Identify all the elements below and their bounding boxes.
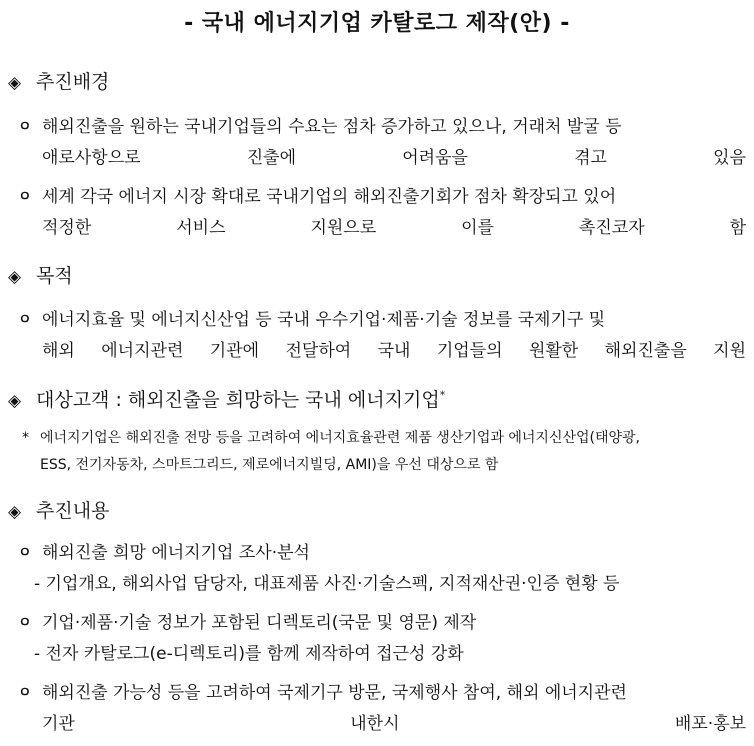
diamond-bullet-icon: ◈ — [8, 73, 22, 93]
bullet-line — [42, 678, 746, 709]
bullet-text: 세계 각국 에너지 시장 확대로 국내기업의 해외진출기회가 점차 확장되고 있어 — [42, 187, 617, 207]
section-heading-content — [8, 497, 109, 526]
section-heading-text: 대상고객 : 해외진출을 희망하는 국내 에너지기업 — [36, 389, 440, 411]
bullet-line: 기관 내한시 배포·홍보 — [42, 714, 746, 734]
circle-bullet-icon: ㅇ — [18, 189, 32, 205]
circle-bullet-icon: ㅇ — [18, 119, 32, 135]
bullet-line: 애로사항으로 진출에 어려움을 겪고 있음 — [42, 148, 746, 168]
diamond-bullet-icon: ◈ — [8, 391, 22, 411]
section-heading-target — [8, 386, 445, 415]
diamond-bullet-icon: ◈ — [8, 502, 22, 522]
document-title: - 국내 에너지기업 카탈로그 제작(안) - — [184, 11, 570, 36]
bullet-line: 해외 에너지관련 기관에 전달하여 국내 기업들의 원활한 해외진출을 지원 — [42, 341, 746, 361]
footnote-line: ESS, 전기자동차, 스마트그리드, 제로에너지빌딩, AMI)을 우선 대상으로 함 — [40, 457, 499, 473]
bullet-item — [18, 678, 746, 740]
section-heading-text: 추진배경 — [36, 71, 110, 93]
bullet-item — [18, 305, 746, 367]
footnote — [22, 425, 744, 479]
sub-item: - 전자 카탈로그(e-디렉토리)를 함께 제작하여 접근성 강화 — [34, 644, 464, 664]
section-heading-purpose — [8, 262, 73, 291]
diamond-bullet-icon: ◈ — [8, 267, 22, 287]
footnote-line: 에너지기업은 해외진출 전망 등을 고려하여 에너지효율관련 제품 생산기업과 에너지신산업(태양광, — [40, 430, 640, 446]
bullet-line — [42, 182, 746, 213]
section-heading-text: 추진내용 — [36, 500, 110, 522]
bullet-item — [18, 182, 746, 244]
circle-bullet-icon: ㅇ — [18, 685, 32, 701]
section-heading-text: 목적 — [36, 265, 73, 287]
circle-bullet-icon: ㅇ — [18, 312, 32, 328]
bullet-item — [18, 608, 746, 639]
footnote-marker: * — [439, 388, 446, 402]
bullet-line — [42, 305, 746, 336]
section-heading-background — [8, 68, 109, 97]
circle-bullet-icon: ㅇ — [18, 615, 32, 631]
bullet-item — [18, 538, 746, 569]
bullet-text: 에너지효율 및 에너지신산업 등 국내 우수기업·제품·기술 정보를 국제기구 및 — [42, 310, 606, 330]
bullet-line: 적정한 서비스 지원으로 이를 촉진코자 함 — [42, 218, 746, 238]
footnote-star: * — [22, 430, 29, 446]
bullet-line: 기업·제품·기술 정보가 포함된 디렉토리(국문 및 영문) 제작 — [42, 613, 477, 633]
bullet-text: 해외진출 가능성 등을 고려하여 국제기구 방문, 국제행사 참여, 해외 에너지관련 — [42, 683, 627, 703]
circle-bullet-icon: ㅇ — [18, 545, 32, 561]
bullet-item — [18, 112, 746, 174]
bullet-line — [42, 112, 746, 143]
bullet-line: 해외진출 희망 에너지기업 조사·분석 — [42, 543, 310, 563]
sub-item: - 기업개요, 해외사업 담당자, 대표제품 사진·기술스펙, 지적재산권·인증 현황 등 — [34, 574, 620, 594]
bullet-text: 해외진출을 원하는 국내기업들의 수요는 점차 증가하고 있으나, 거래처 발굴 등 — [42, 117, 622, 137]
